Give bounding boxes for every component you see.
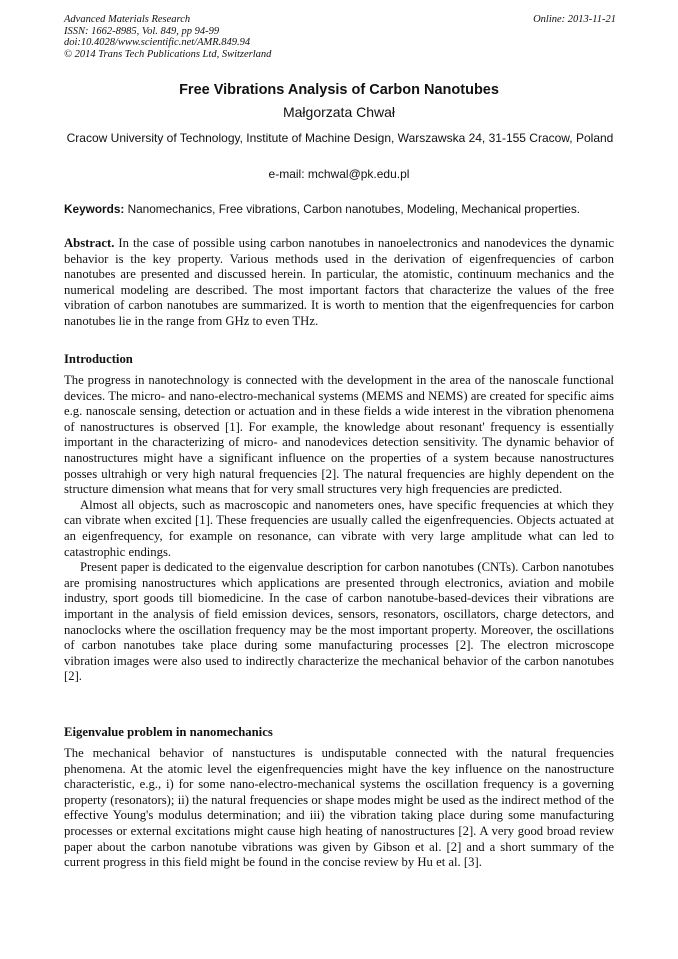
- section-heading-eigenvalue: Eigenvalue problem in nanomechanics: [64, 725, 273, 739]
- paragraph: The progress in nanotechnology is connected with the development in the area of the nanoscale functional devices. The micro- and nano-electro-mechanical systems (MEMS and NEMS) are created for specific aims e.g. nanoscale sensing, detection or actuation and in these fields a wide interest in the vibration phenomena of nanostructures is observed [1]. For example, the knowledge about resonant' frequency is essentially important in the characterizing of micro- and nanodevices detection sensitivity. The dynamic behavior of nanostructures might have a significant influence on the properties of a system because nanostructures posses ultrahigh or very high natural frequencies [2]. The natural frequencies are highly dependent on the structure dimension what means that for very small structures very high frequencies are predicted.: [64, 373, 614, 497]
- introduction-section: [64, 373, 614, 685]
- keywords: [64, 202, 624, 216]
- paragraph: The mechanical behavior of nanstuctures is undisputable connected with the natural frequencies phenomena. At the atomic level the eigenfrequencies might have the key influence on the nanostructure characteristic, e.g., i) for some nano-electro-mechanical systems the oscillation frequency is a governing property (resonators); ii) the natural frequencies or shape modes might be used as the indirect method of the effective Young's modulus determination; and iii) the vibration taking place during some manufacturing processes or external excitations might cause high heating of nanostructures [2]. A very good broad review paper about the carbon nanotube vibrations was given by Gibson et al. [2] and a short summary of the current progress in this field might be found in the concise review by Hu et al. [3].: [64, 746, 614, 870]
- email: e-mail: mchwal@pk.edu.pl: [268, 167, 410, 181]
- paragraph: Present paper is dedicated to the eigenvalue description for carbon nanotubes (CNTs). Carbon nanotubes are promising nanostructures which applications are presented through electronics, aviation and mobile industry, sport goods till biomedicine. In the case of carbon nanotube-based-devices their vibrations are important in the analysis of field emission devices, sensors, resonators, oscillators, charge detectors, and nanoclocks where the oscillation frequency may be the most important property. Moreover, the oscillations of carbon nanotubes take place during some manufacturing processes [2]. The electron microscope vibration images were also used to indirectly characterize the mechanical behavior of the carbon nanotubes [2].: [64, 560, 614, 684]
- copyright: © 2014 Trans Tech Publications Ltd, Switzerland: [64, 48, 272, 60]
- journal-header: [64, 14, 616, 60]
- keywords-text: Nanomechanics, Free vibrations, Carbon nanotubes, Modeling, Mechanical properties.: [124, 202, 581, 216]
- issn: ISSN: 1662-8985, Vol. 849, pp 94-99: [64, 25, 220, 37]
- abstract: [64, 236, 614, 330]
- doi: doi:10.4028/www.scientific.net/AMR.849.94: [64, 37, 251, 48]
- abstract-label: Abstract.: [64, 236, 115, 250]
- keywords-label: Keywords:: [64, 202, 125, 216]
- affiliation: Cracow University of Technology, Institute of Machine Design, Warszawska 24, 31-155 Cracow, Poland: [66, 131, 614, 145]
- paragraph: Almost all objects, such as macroscopic and nanometers ones, have specific frequencies at which they can vibrate when excited [1]. These frequencies are usually called the eigenfrequencies. Objects actuated at an eigenfrequency, for example on resonance, can vibrate with very large amplitude what can led to catastrophic endings.: [64, 497, 614, 559]
- author: Małgorzata Chwał: [282, 104, 396, 120]
- eigenvalue-section: [64, 746, 614, 871]
- paper-title: Free Vibrations Analysis of Carbon Nanotubes: [179, 82, 499, 98]
- journal-name: Advanced Materials Research: [64, 14, 191, 25]
- section-heading-introduction: Introduction: [64, 352, 133, 366]
- online-date: Online: 2013-11-21: [533, 14, 616, 25]
- abstract-text: In the case of possible using carbon nanotubes in nanoelectronics and nanodevices the dynamic behavior is the key property. Various methods used in the derivation of eigenfrequencies of carbon nanotubes are presented and discussed herein. In particular, the atomistic, continuum mechanics and the numerical modeling are described. The most important factors that characterize the values of the free vibration of carbon nanotubes are summarized. It is worth to mention that the eigenfrequencies for carbon nanotubes lie in the range from GHz to even THz.: [64, 236, 614, 328]
